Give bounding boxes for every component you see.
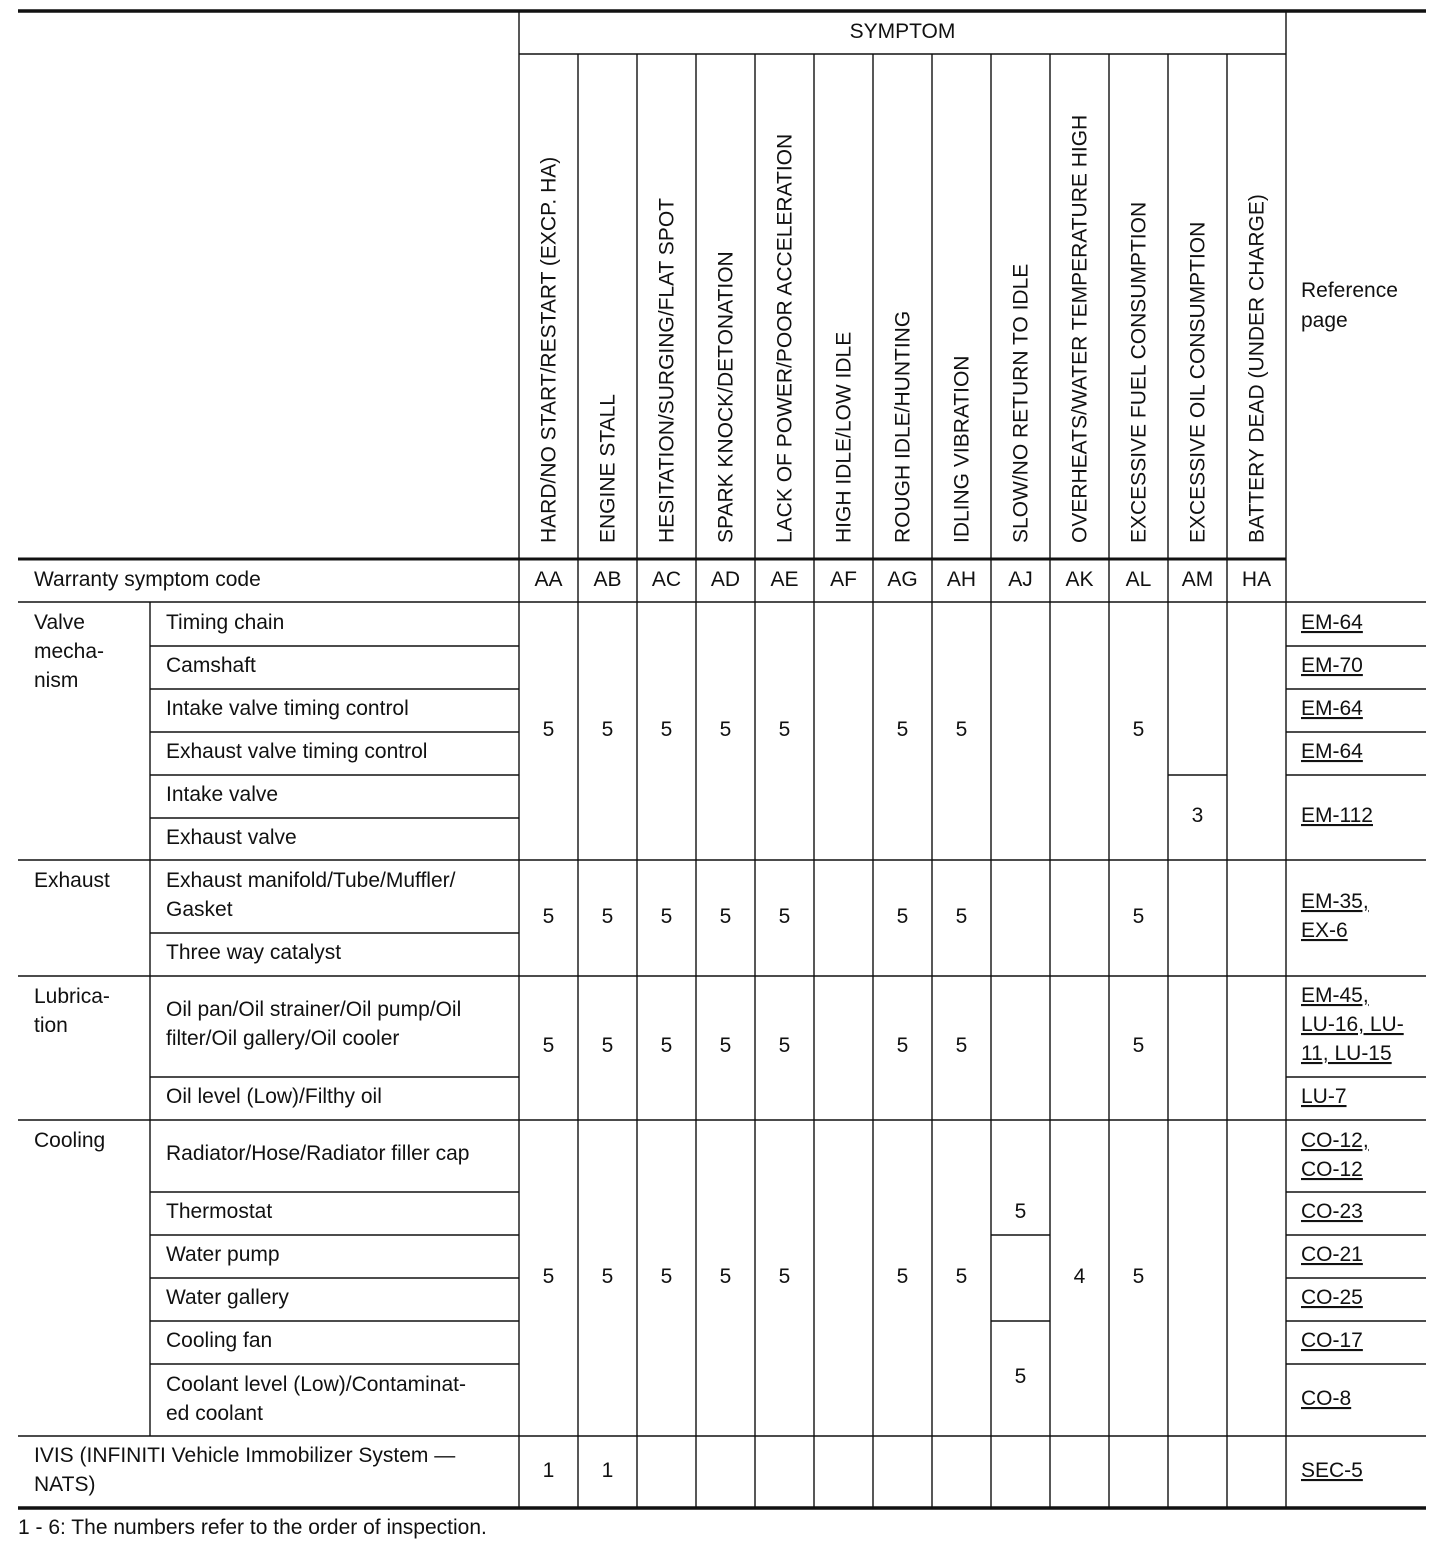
inspection-order: 5 (660, 718, 673, 741)
inspection-order: 5 (660, 1265, 673, 1288)
inspection-order: 5 (955, 905, 968, 928)
symptom-code: AL (1125, 568, 1152, 591)
reference-link[interactable]: CO-25 (1301, 1286, 1363, 1309)
group-name: Cooling (34, 1129, 106, 1152)
inspection-order: 5 (896, 1265, 909, 1288)
reference-link[interactable]: EM-112 (1301, 804, 1373, 827)
item-name: Camshaft (166, 654, 256, 677)
inspection-order: 1 (601, 1459, 614, 1482)
group-name: NATS) (34, 1473, 96, 1496)
inspection-order: 5 (542, 1265, 555, 1288)
reference-link[interactable]: CO-17 (1301, 1329, 1363, 1352)
symptom-label: HARD/NO START/RESTART (EXCP. HA) (537, 156, 561, 543)
inspection-order: 5 (1014, 1200, 1027, 1223)
inspection-order: 5 (896, 905, 909, 928)
inspection-order: 5 (542, 1034, 555, 1057)
group-name: Valve (34, 611, 85, 634)
item-name: Exhaust valve timing control (166, 740, 428, 763)
group-name: tion (34, 1014, 68, 1037)
inspection-order: 5 (601, 718, 614, 741)
reference-link[interactable]: EM-64 (1301, 611, 1363, 634)
inspection-order: 5 (1132, 1034, 1145, 1057)
item-name: Gasket (166, 898, 233, 921)
inspection-order: 5 (601, 1265, 614, 1288)
inspection-order: 1 (542, 1459, 555, 1482)
symptom-code: AB (593, 568, 622, 591)
symptom-label: IDLING VIBRATION (950, 355, 974, 543)
reference-link[interactable]: EM-70 (1301, 654, 1363, 677)
reference-link[interactable]: LU-7 (1301, 1085, 1347, 1108)
reference-link[interactable]: EM-45, (1301, 984, 1369, 1007)
item-name: Thermostat (166, 1200, 273, 1223)
item-name: Coolant level (Low)/Contaminat- (166, 1373, 466, 1396)
symptom-code: AC (651, 568, 682, 591)
reference-link[interactable]: EM-64 (1301, 697, 1363, 720)
symptom-label: ROUGH IDLE/HUNTING (891, 310, 915, 543)
inspection-order: 5 (719, 1265, 732, 1288)
item-name: Water pump (166, 1243, 280, 1266)
item-name: Intake valve timing control (166, 697, 409, 720)
item-name: ed coolant (166, 1402, 263, 1425)
reference-link[interactable]: EX-6 (1301, 919, 1348, 942)
inspection-order: 5 (778, 1034, 791, 1057)
group-name: Lubrica- (34, 985, 110, 1008)
inspection-order: 5 (719, 718, 732, 741)
item-name: Cooling fan (166, 1329, 273, 1352)
symptom-label: SPARK KNOCK/DETONATION (714, 251, 738, 543)
item-name: Radiator/Hose/Radiator filler cap (166, 1142, 470, 1165)
symptom-code: AE (770, 568, 799, 591)
symptom-code: AH (946, 568, 977, 591)
group-name: Exhaust (34, 869, 110, 892)
symptom-label: OVERHEATS/WATER TEMPERATURE HIGH (1068, 114, 1092, 543)
symptom-code: AA (534, 568, 563, 591)
item-name: Exhaust manifold/Tube/Muffler/ (166, 869, 456, 892)
inspection-order: 5 (1132, 718, 1145, 741)
reference-link[interactable]: LU-16, LU- (1301, 1013, 1404, 1036)
inspection-order: 5 (778, 905, 791, 928)
symptom-label: HESITATION/SURGING/FLAT SPOT (655, 198, 679, 543)
reference-page-heading: Reference (1301, 279, 1398, 302)
reference-link[interactable]: CO-21 (1301, 1243, 1363, 1266)
symptom-code: AG (887, 568, 918, 591)
symptom-label: BATTERY DEAD (UNDER CHARGE) (1245, 194, 1269, 543)
reference-link[interactable]: SEC-5 (1301, 1459, 1363, 1482)
symptom-code: HA (1241, 568, 1272, 591)
inspection-order: 5 (660, 1034, 673, 1057)
item-name: Three way catalyst (166, 941, 342, 964)
inspection-order: 5 (778, 718, 791, 741)
symptom-label: ENGINE STALL (596, 394, 620, 543)
reference-link[interactable]: CO-8 (1301, 1387, 1352, 1410)
footnote: 1 - 6: The numbers refer to the order of inspection. (18, 1516, 487, 1539)
reference-link[interactable]: 11, LU-15 (1301, 1042, 1392, 1065)
symptom-label: EXCESSIVE FUEL CONSUMPTION (1127, 201, 1151, 543)
symptom-code: AK (1065, 568, 1094, 591)
item-name: Oil pan/Oil strainer/Oil pump/Oil (166, 998, 462, 1021)
warranty-label: Warranty symptom code (34, 568, 261, 591)
inspection-order: 5 (601, 905, 614, 928)
inspection-order: 5 (719, 1034, 732, 1057)
inspection-order: 5 (601, 1034, 614, 1057)
group-name: mecha- (34, 640, 105, 663)
inspection-order: 5 (542, 905, 555, 928)
item-name: Timing chain (166, 611, 285, 634)
inspection-order: 5 (719, 905, 732, 928)
reference-page-heading: page (1301, 309, 1348, 332)
symptom-label: SLOW/NO RETURN TO IDLE (1009, 263, 1033, 543)
inspection-order: 5 (896, 718, 909, 741)
inspection-order: 4 (1073, 1265, 1086, 1288)
inspection-order: 5 (660, 905, 673, 928)
reference-link[interactable]: EM-35, (1301, 890, 1369, 913)
inspection-order: 5 (1014, 1365, 1027, 1388)
inspection-order: 5 (955, 1034, 968, 1057)
symptom-code: AJ (1008, 568, 1033, 591)
item-name: Water gallery (166, 1286, 289, 1309)
inspection-order: 5 (896, 1034, 909, 1057)
inspection-order: 5 (1132, 1265, 1145, 1288)
symptom-code: AM (1181, 568, 1214, 591)
inspection-order: 3 (1191, 804, 1204, 827)
inspection-order: 5 (955, 1265, 968, 1288)
symptom-code: AD (710, 568, 741, 591)
reference-link[interactable]: EM-64 (1301, 740, 1363, 763)
reference-link[interactable]: CO-12, (1301, 1129, 1369, 1152)
reference-link[interactable]: CO-23 (1301, 1200, 1363, 1223)
inspection-order: 5 (1132, 905, 1145, 928)
item-name: Oil level (Low)/Filthy oil (166, 1085, 382, 1108)
group-name: IVIS (INFINITI Vehicle Immobilizer System — (34, 1444, 456, 1467)
symptom-label: EXCESSIVE OIL CONSUMPTION (1186, 221, 1210, 543)
item-name: filter/Oil gallery/Oil cooler (166, 1027, 400, 1050)
inspection-order: 5 (778, 1265, 791, 1288)
symptom-title: SYMPTOM (849, 20, 956, 43)
item-name: Intake valve (166, 783, 279, 806)
symptom-label: LACK OF POWER/POOR ACCELERATION (773, 133, 797, 543)
inspection-order: 5 (955, 718, 968, 741)
inspection-order: 5 (542, 718, 555, 741)
symptom-code: AF (830, 568, 857, 591)
item-name: Exhaust valve (166, 826, 297, 849)
symptom-label: HIGH IDLE/LOW IDLE (832, 331, 856, 543)
reference-link[interactable]: CO-12 (1301, 1158, 1363, 1181)
group-name: nism (34, 669, 79, 692)
